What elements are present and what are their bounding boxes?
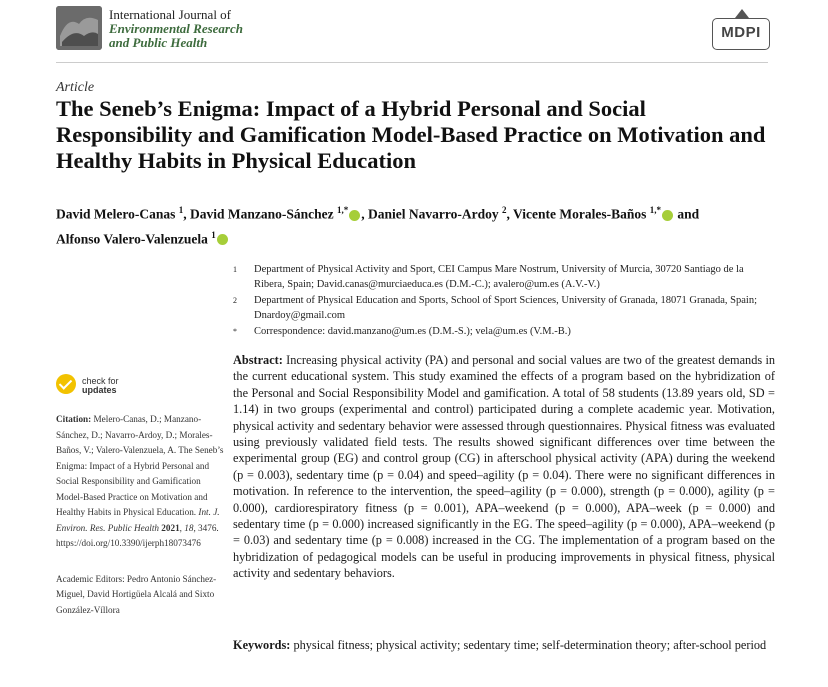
citation-year: 2021 <box>161 522 180 533</box>
affiliation-text: Correspondence: david.manzano@um.es (D.M.-S.); vela@um.es (V.M.-B.) <box>254 325 571 337</box>
abstract <box>233 352 775 582</box>
publisher-name: MDPI <box>721 24 761 41</box>
journal-title-line3: and Public Health <box>109 35 208 50</box>
author-name: Vicente Morales-Baños <box>513 206 647 222</box>
affiliation-text: Department of Physical Education and Sports, School of Sport Sciences, University of Granada, 18071 Granada, Spain; Dnardoy@gmail.com <box>254 294 758 322</box>
citation-journal: Int. J. Environ. Res. Public Health <box>56 507 220 533</box>
author-affil: 1 <box>211 229 216 240</box>
keywords <box>233 637 775 653</box>
author-name: David Manzano-Sánchez <box>190 206 334 222</box>
affiliation-number: 2 <box>233 295 237 305</box>
publisher-logo-mark <box>735 9 749 18</box>
author-name: David Melero-Canas <box>56 206 176 222</box>
affiliation-item <box>233 262 773 293</box>
citation-volume: 18, <box>184 522 196 533</box>
check-updates-line1: check for <box>82 376 119 386</box>
affiliation-item <box>233 293 773 324</box>
author-name: Daniel Navarro-Ardoy <box>368 206 499 222</box>
journal-logo <box>56 6 102 50</box>
publisher-logo <box>712 18 770 50</box>
journal-title-line2: Environmental Research <box>109 21 243 36</box>
affiliation-number: 1 <box>233 265 237 274</box>
author-name: Alfonso Valero-Valenzuela <box>56 231 208 246</box>
article-type: Article <box>56 80 95 95</box>
citation-text: Melero-Canas, D.; Manzano-Sánchez, D.; Navarro-Ardoy, D.; Morales-Baños, V.; Valero-Valenzuela, A. The Seneb’s Enigma: Impact of a Hybrid Personal and Social Responsibility and Gamification Model-Based Practice on Motivation and Healthy Habits in Physical Education. <box>56 414 224 517</box>
academic-editors: Academic Editors: Pedro Antonio Sánchez-Miguel, David Hortigüela Alcalá and Sixto González-Víllora <box>56 573 217 615</box>
orcid-icon[interactable] <box>349 210 360 221</box>
affiliation-item <box>233 324 773 339</box>
journal-title-line1: International Journal of <box>109 7 232 22</box>
check-updates-line2: updates <box>82 385 117 395</box>
author-affil: 1,* <box>649 205 662 215</box>
author-list: David Melero-Canas $^1$, David Manzano-Sánchez $^{1,*}$ , Daniel Navarro-Ardoy $^2$, Vicente Morales-Baños $^{1,*}$ and Alfonso Valero-Valenzuela $^1$ <box>56 205 700 246</box>
citation-doi[interactable]: 3476. https://doi.org/10.3390/ijerph18073476 <box>56 522 219 548</box>
header-divider <box>56 62 768 63</box>
author-affil: 2 <box>502 205 507 215</box>
affiliation-number: * <box>233 326 237 336</box>
keywords-label: Keywords: <box>233 638 291 652</box>
citation-block: Citation: Melero-Canas, D.; Manzano-Sánchez, D.; Navarro-Ardoy, D.; Morales-Baños, V.; Valero-Valenzuela, A. The Seneb’s Enigma: Impact of a Hybrid Personal and Social Responsibility and Gamification Model-Based Practice on Motivation and Healthy Habits in Physical Education. Int. J. Environ. Res. Public Health 2021, 18, 3476. https://doi.org/10.3390/ijerph18073476 <box>56 414 224 548</box>
article-title: The Seneb’s Enigma: Impact of a Hybrid Personal and Social Responsibility and Gamification Model-Based Practice on Motivation and Healthy Habits in Physical Education <box>56 96 766 173</box>
abstract-text: Increasing physical activity (PA) and personal and social values are two of the greatest demands in the current educational system. This study examined the effects of a program based on the hybridization of the Personal and Social Responsibility Model and gamification. A total of 58 students (13.89 years old, SD = 1.14) in two groups (experimental and control) participated during a complete academic year. Motivation, physical activity and sedentary behavior were assessed through questionnaires. Physical fitness was evaluated using previously validated field tests. The results showed significant differences over time between the experimental group (EG) and control group (CG) in afterschool physical activity (APA) during the weekend (p = 0.003), sedentary time (p = 0.04) and speed–agility (p = 0.04). There were no significant differences in motivation. In reference to the intervention, the speed–agility (p = 0.000), strength (p = 0.000), agility (p = 0.000), cardiorespiratory fitness (p = 0.001), APA–weekend (p = 0.000), APA–week (p = 0.000) and sedentary time (p = 0.000) increased significantly in the EG. The speed–agility (p = 0.000), APA–weekend (p = 0.03) and sedentary time (p = 0.008) increased in the CG. The implementation of a program based on the hybridization of pedagogical models can be useful in producing improvements in physical fitness, physical activity and sedentary behaviors. <box>233 353 776 581</box>
checkmark-icon <box>56 374 76 394</box>
affiliation-text: Department of Physical Activity and Sport, CEI Campus Mare Nostrum, University of Murcia, 30720 Santiago de la Ribera, Spain; David.canas@murciaeduca.es (D.M.-C.); avalero@um.es (A.V.-V.) <box>254 264 744 291</box>
orcid-icon[interactable] <box>662 210 673 221</box>
citation-label: Citation: <box>56 414 92 424</box>
author-affil: 1,* <box>337 205 349 215</box>
citation-sidebar <box>56 412 226 618</box>
journal-title <box>109 8 243 50</box>
author-conjunction: and <box>677 206 700 222</box>
keywords-text: physical fitness; physical activity; sedentary time; self-determination theory; after-school period <box>293 638 767 652</box>
orcid-icon[interactable] <box>217 234 228 245</box>
abstract-label: Abstract: <box>233 353 283 367</box>
affiliations <box>233 262 773 339</box>
author-affil: 1 <box>178 205 184 215</box>
